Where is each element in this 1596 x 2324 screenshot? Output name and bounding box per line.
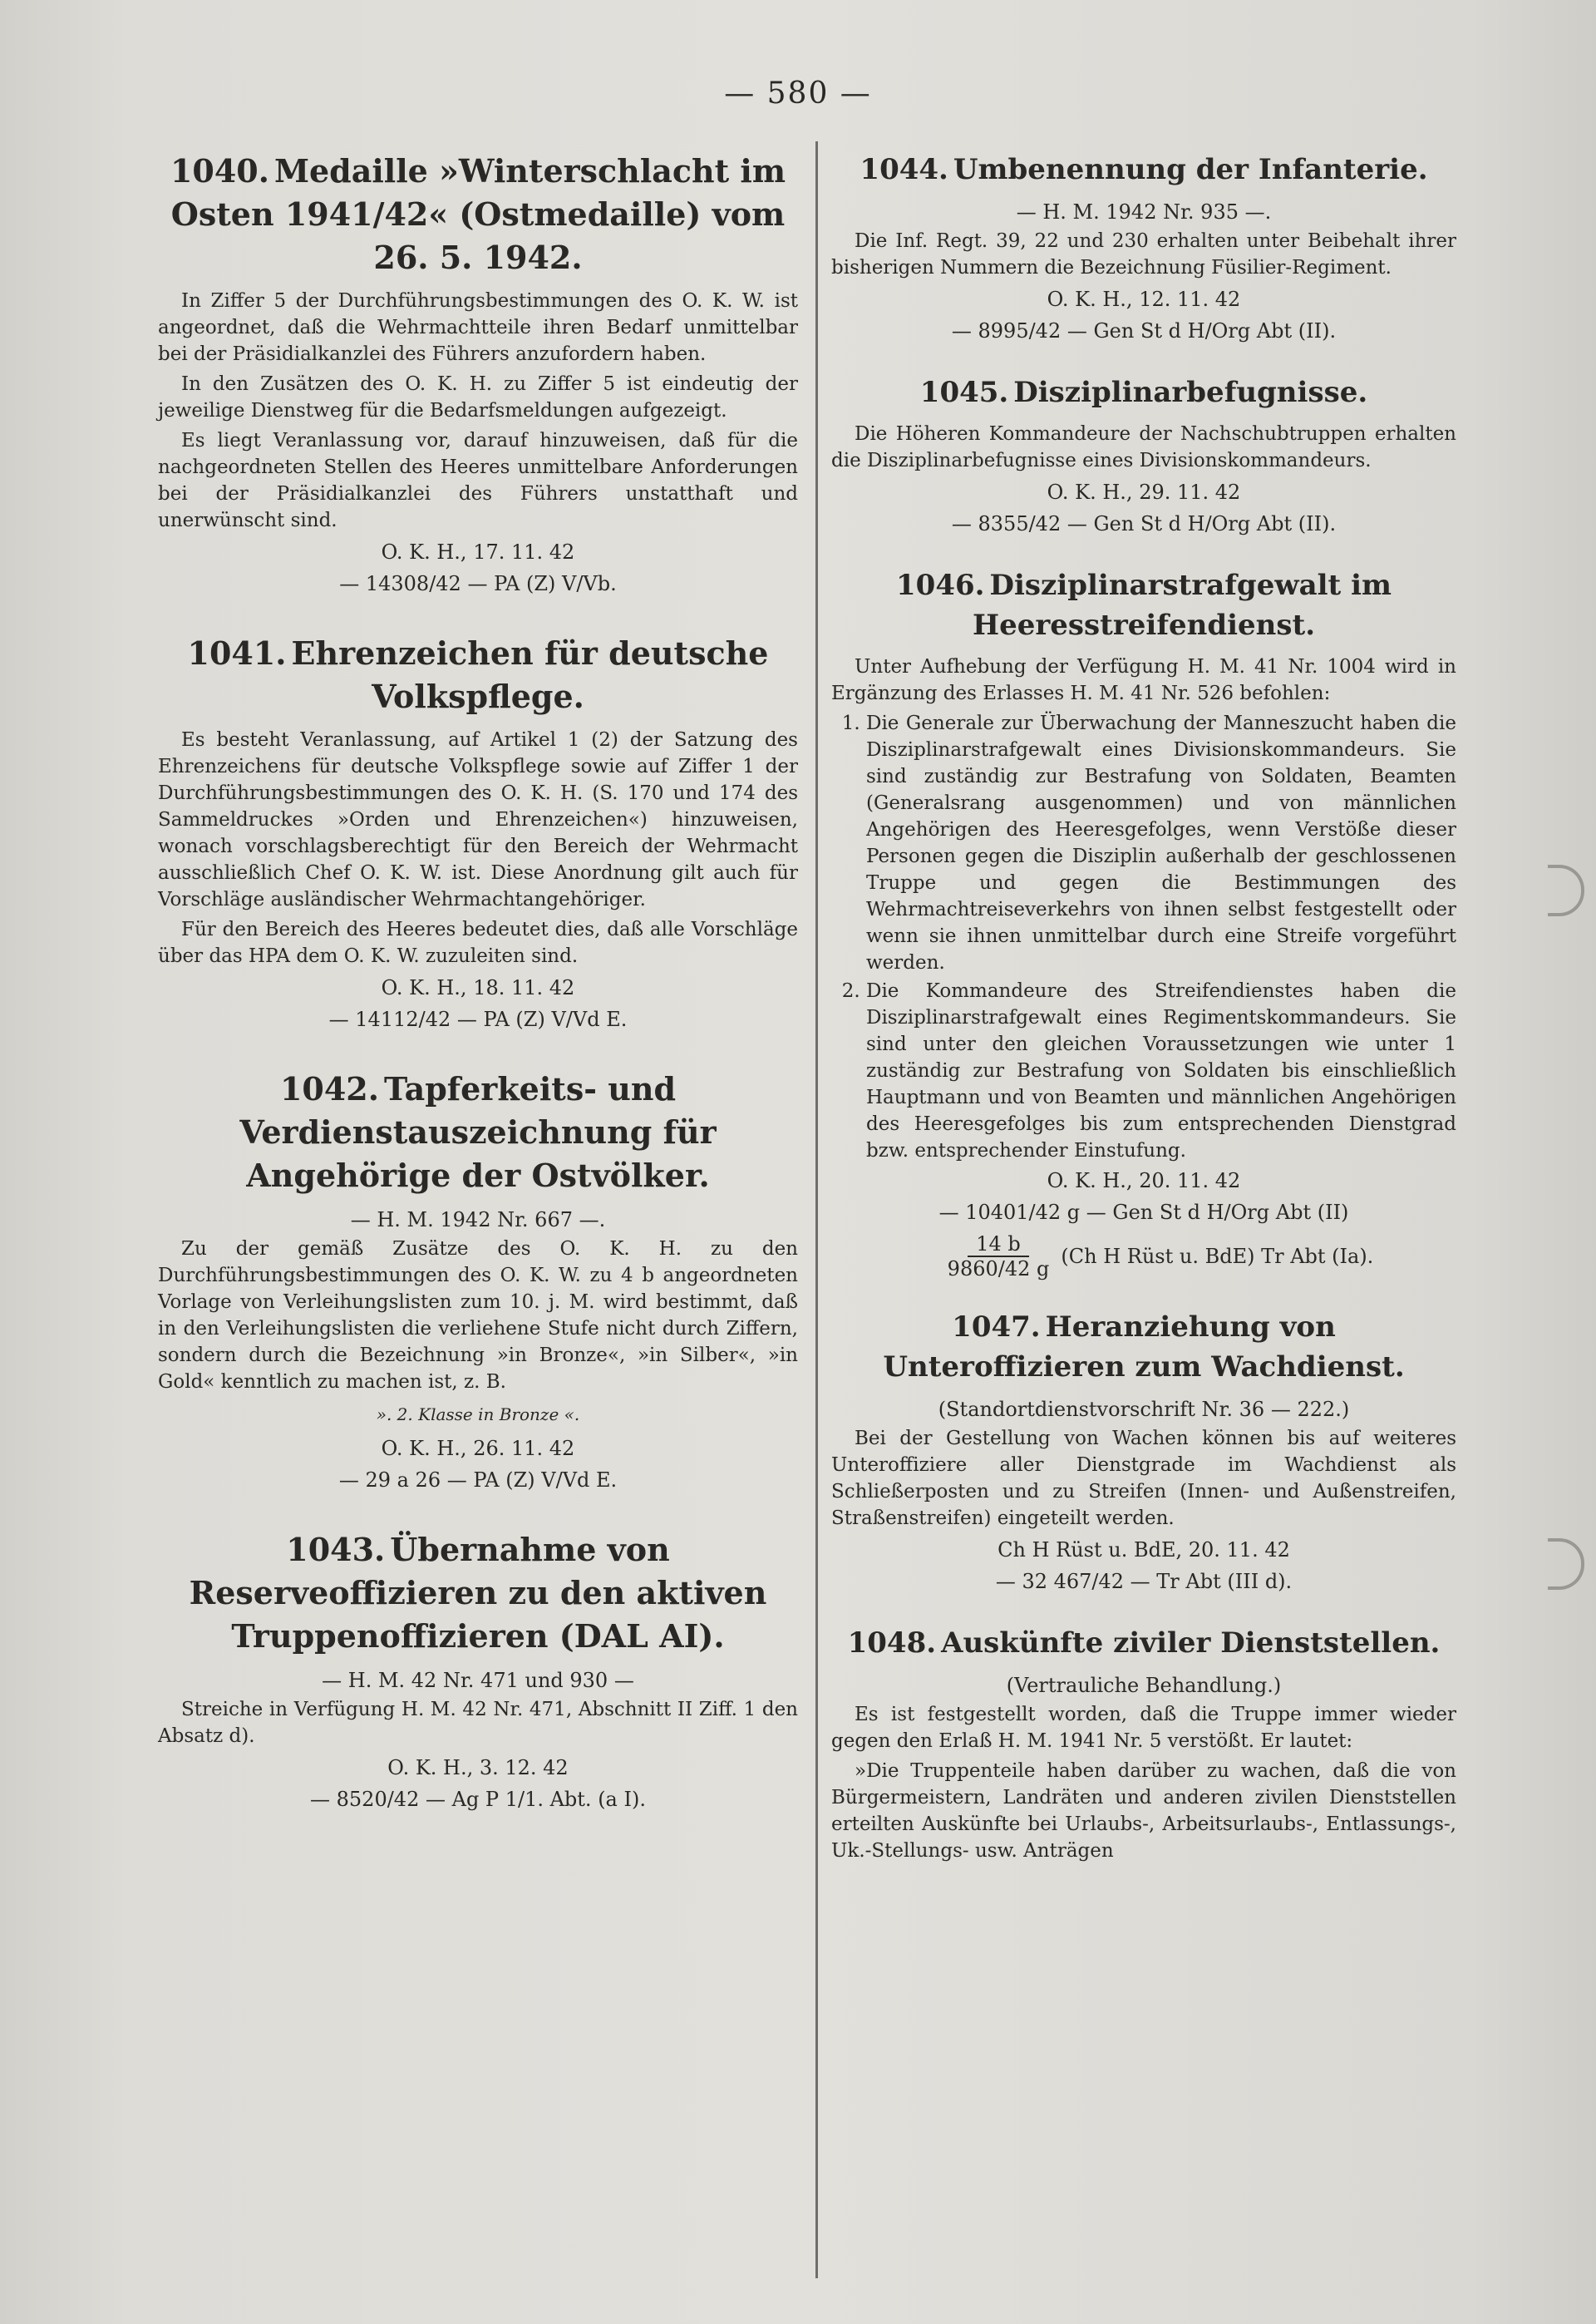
section-1040 bbox=[158, 150, 798, 599]
paragraph: Es ist festgestellt worden, daß die Truppe immer wieder gegen den Erlaß H. M. 1941 Nr. 5 verstößt. Er lautet: bbox=[831, 1704, 1456, 1752]
section-heading bbox=[831, 1307, 1456, 1387]
paragraph: Es liegt Veranlassung vor, darauf hinzuweisen, daß für die nachgeordneten Stellen des Heeres unmittelbare Anforderungen bei der Präsidialkanzlei des Führers unstatthaft und unerwünscht sind. bbox=[158, 430, 798, 531]
fraction-bottom: 9860/42 g bbox=[947, 1257, 1050, 1280]
fraction-tail: (Ch H Rüst u. BdE) Tr Abt (Ia). bbox=[1061, 1245, 1374, 1268]
reference-line: (Vertrauliche Behandlung.) bbox=[1006, 1674, 1282, 1697]
paragraph: Streiche in Verfügung H. M. 42 Nr. 471, Abschnitt II Ziff. 1 den Absatz d). bbox=[158, 1699, 798, 1747]
section-title: Tapferkeits- und Verdienstauszeichnung für Angehörige der Ostvölker. bbox=[239, 1070, 717, 1194]
section-1041 bbox=[158, 632, 798, 1034]
signature-line: O. K. H., 17. 11. 42 bbox=[381, 540, 575, 564]
signature-line: O. K. H., 18. 11. 42 bbox=[381, 976, 575, 999]
section-title: Umbenennung der Infanterie. bbox=[953, 153, 1428, 186]
paragraph: Für den Bereich des Heeres bedeutet dies, daß alle Vorschläge über das HPA dem O. K. W. zuzuleiten sind. bbox=[158, 919, 798, 967]
section-1045 bbox=[831, 373, 1456, 539]
section-1044 bbox=[831, 150, 1456, 346]
fraction-top: 14 b bbox=[968, 1232, 1029, 1257]
paragraph: Bei der Gestellung von Wachen können bis auf weiteres Unteroffiziere aller Dienstgrade im Wachdienst als Schließerposten und zu Streifen (Innen- und Außenstreifen, Straßenstreifen) eingeteilt werden. bbox=[831, 1428, 1456, 1529]
reference-number: — 14308/42 — PA (Z) V/Vb. bbox=[339, 572, 617, 595]
section-title: Übernahme von Reserveoffizieren zu den aktiven Truppenoffizieren (DAL AI). bbox=[189, 1531, 767, 1655]
reference-line: — H. M. 1942 Nr. 935 —. bbox=[1016, 200, 1272, 224]
section-number: 1046. bbox=[896, 569, 985, 602]
paragraph: Unter Aufhebung der Verfügung H. M. 41 Nr. 1004 wird in Ergänzung des Erlasses H. M. 41 Nr. 526 befohlen: bbox=[831, 656, 1456, 704]
reference-line: (Standortdienstvorschrift Nr. 36 — 222.) bbox=[938, 1398, 1350, 1421]
reference-number: — 10401/42 g — Gen St d H/Org Abt (II) bbox=[938, 1201, 1349, 1224]
section-heading bbox=[831, 565, 1456, 645]
section-title: Disziplinarbefugnisse. bbox=[1013, 376, 1368, 409]
section-1043 bbox=[158, 1528, 798, 1814]
paragraph: »Die Truppenteile haben darüber zu wachen, daß die von Bürgermeistern, Landräten und anderen zivilen Dienststellen erteilten Auskünfte bei Urlaubs-, Arbeitsurlaubs-, Entlassungs-, Uk.-Stellungs- usw. Anträgen bbox=[831, 1760, 1456, 1862]
section-title: Medaille »Winterschlacht im Osten 1941/42« (Ostmedaille) vom 26. 5. 1942. bbox=[170, 152, 786, 276]
section-heading bbox=[831, 1623, 1456, 1663]
page-number: — 580 — bbox=[724, 76, 872, 111]
binder-clip-mark bbox=[1548, 865, 1584, 916]
section-number: 1045. bbox=[919, 376, 1009, 409]
list-item: 1. Die Generale zur Überwachung der Manneszucht haben die Disziplinarstrafgewalt eines Divisionskommandeurs. Sie sind zuständig zur Bestrafung von Soldaten, Beamten (Generalsrang ausgenommen) und von männlichen Angehörigen des Heeresgefolges, wenn Verstöße dieser Personen gegen die Disziplin außerhalb der geschlossenen Truppe und gegen die Bestimmungen des Wehrmachtreiseverkehrs von ihnen selbst festgestellt oder wenn sie ihnen unmittelbar durch eine Streife vorgeführt werden. bbox=[866, 710, 1456, 976]
signature-line: O. K. H., 3. 12. 42 bbox=[387, 1756, 569, 1779]
section-number: 1042. bbox=[279, 1070, 379, 1108]
fraction bbox=[948, 1232, 1050, 1280]
section-heading bbox=[158, 150, 798, 279]
section-title: Auskünfte ziviler Dienststellen. bbox=[941, 1626, 1441, 1660]
section-number: 1043. bbox=[286, 1531, 386, 1568]
section-heading bbox=[158, 1528, 798, 1658]
paragraph: Zu der gemäß Zusätze des O. K. H. zu den Durchführungsbestimmungen des O. K. W. zu 4 b angeordneten Vorlage von Verleihungslisten zum 10. j. M. wird bestimmt, daß in den Verleihungslisten die verliehene Stufe nicht durch Ziffern, sondern durch die Bezeichnung »in Bronze«, »in Silber«, »in Gold« kenntlich zu machen ist, z. B. bbox=[158, 1238, 798, 1393]
section-heading bbox=[158, 1068, 798, 1197]
section-heading bbox=[831, 373, 1456, 412]
reference-number: — 8520/42 — Ag P 1/1. Abt. (a I). bbox=[310, 1788, 646, 1811]
list-item: 2. Die Kommandeure des Streifendienstes haben die Disziplinarstrafgewalt eines Regimentskommandeurs. Sie sind unter den gleichen Voraussetzungen wie unter 1 zuständig zur Bestrafung von Soldaten bis einschließlich Hauptmann und von Beamten und männlichen Angehörigen des Heeresgefolges bis zum entsprechenden Dienstgrad bzw. entsprechender Einstufung. bbox=[866, 978, 1456, 1164]
section-heading bbox=[831, 150, 1456, 190]
reference-line: — H. M. 42 Nr. 471 und 930 — bbox=[322, 1669, 634, 1692]
section-1048 bbox=[831, 1623, 1456, 1864]
paragraph: In den Zusätzen des O. K. H. zu Ziffer 5 ist eindeutig der jeweilige Dienstweg für die Bedarfsmeldungen aufgezeigt. bbox=[158, 373, 798, 422]
section-number: 1041. bbox=[187, 634, 287, 672]
paragraph: Es besteht Veranlassung, auf Artikel 1 (2) der Satzung des Ehrenzeichens für deutsche Volkspflege sowie auf Ziffer 1 der Durchführungsbestimmungen des O. K. H. (S. 170 und 174 des Sammeldruckes »Orden und Ehrenzeichen«) hinzuweisen, wonach vorschlagsberechtigt für den Bereich der Wehrmacht ausschließlich Chef O. K. W. ist. Diese Anordnung gilt auch für Vorschläge ausländischer Wehrmachtangehöriger. bbox=[158, 729, 798, 910]
signature-line: O. K. H., 12. 11. 42 bbox=[1047, 288, 1241, 311]
section-number: 1047. bbox=[952, 1310, 1041, 1344]
section-1042 bbox=[158, 1068, 798, 1495]
section-title: Ehrenzeichen für deutsche Volkspflege. bbox=[291, 634, 769, 715]
reference-number: — 8995/42 — Gen St d H/Org Abt (II). bbox=[951, 319, 1337, 343]
signature-line: Ch H Rüst u. BdE, 20. 11. 42 bbox=[998, 1538, 1290, 1562]
left-column bbox=[158, 141, 798, 1848]
paragraph: Die Inf. Regt. 39, 22 und 230 erhalten unter Beibehalt ihrer bisherigen Nummern die Bezeichnung Füsilier-Regiment. bbox=[831, 230, 1456, 279]
column-divider bbox=[815, 141, 818, 2278]
paragraph: Die Höheren Kommandeure der Nachschubtruppen erhalten die Disziplinarbefugnisse eines Divisionskommandeurs. bbox=[831, 423, 1456, 471]
section-number: 1040. bbox=[170, 152, 269, 190]
fraction-reference bbox=[864, 1232, 1456, 1280]
signature-line: O. K. H., 29. 11. 42 bbox=[1047, 481, 1241, 504]
section-title: Heranziehung von Unteroffizieren zum Wachdienst. bbox=[883, 1310, 1405, 1384]
section-1046 bbox=[831, 565, 1456, 1280]
paragraph: In Ziffer 5 der Durchführungsbestimmungen des O. K. W. ist angeordnet, daß die Wehrmachtteile ihren Bedarf unmittelbar bei der Präsidialkanzlei des Führers anzufordern haben. bbox=[158, 290, 798, 365]
section-1047 bbox=[831, 1307, 1456, 1596]
section-number: 1044. bbox=[860, 153, 948, 186]
signature-line: O. K. H., 26. 11. 42 bbox=[381, 1437, 575, 1460]
example-note: ». 2. Klasse in Bronze «. bbox=[376, 1404, 580, 1424]
reference-line: — H. M. 1942 Nr. 667 —. bbox=[350, 1208, 606, 1231]
right-column bbox=[831, 141, 1456, 1891]
section-number: 1048. bbox=[847, 1626, 937, 1660]
reference-number: — 29 a 26 — PA (Z) V/Vd E. bbox=[338, 1468, 618, 1492]
reference-number: — 14112/42 — PA (Z) V/Vd E. bbox=[328, 1008, 628, 1031]
numbered-list bbox=[831, 710, 1456, 1164]
section-title: Disziplinarstrafgewalt im Heeresstreifendienst. bbox=[972, 569, 1392, 642]
binder-clip-mark bbox=[1548, 1538, 1584, 1590]
reference-number: — 8355/42 — Gen St d H/Org Abt (II). bbox=[951, 512, 1337, 535]
signature-line: O. K. H., 20. 11. 42 bbox=[1047, 1169, 1241, 1192]
section-heading bbox=[158, 632, 798, 718]
reference-number: — 32 467/42 — Tr Abt (III d). bbox=[995, 1570, 1293, 1593]
